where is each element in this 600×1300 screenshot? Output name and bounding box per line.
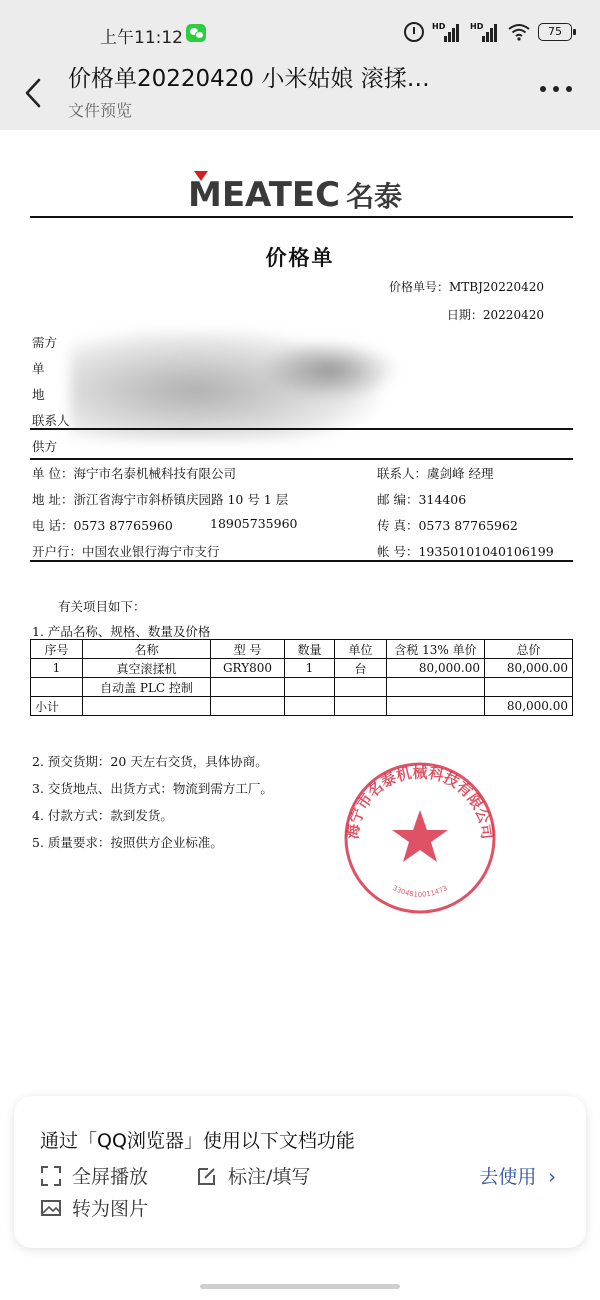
table-cell: 1 bbox=[31, 659, 83, 678]
supplier-rule bbox=[30, 458, 573, 460]
edit-icon bbox=[196, 1165, 218, 1187]
table-cell: 台 bbox=[335, 659, 387, 678]
table-cell bbox=[285, 697, 335, 716]
buyer-contact-label: 联系人 bbox=[32, 413, 70, 428]
buyer-label: 需方 bbox=[32, 335, 58, 350]
doc-title: 价格单 bbox=[265, 245, 335, 270]
table-cell bbox=[31, 678, 83, 697]
price-table bbox=[30, 639, 573, 716]
table-header: 数量 bbox=[285, 640, 335, 659]
table-cell bbox=[335, 697, 387, 716]
table-header: 序号 bbox=[31, 640, 83, 659]
qq-browser-prompt bbox=[14, 1096, 586, 1248]
supplier-contact: 联系人：虞剑峰 经理 bbox=[377, 466, 494, 481]
table-header: 型 号 bbox=[211, 640, 285, 659]
buyer-rule bbox=[30, 428, 573, 430]
supplier-postcode: 邮 编：314406 bbox=[377, 492, 467, 507]
logo-cn-text: 名泰 bbox=[346, 180, 403, 213]
app-header bbox=[0, 58, 600, 130]
header-rule bbox=[30, 216, 573, 218]
table-row-subtotal bbox=[31, 697, 573, 716]
table-row bbox=[31, 659, 573, 678]
table-header: 名称 bbox=[83, 640, 211, 659]
company-logo bbox=[188, 175, 402, 215]
go-use-label: 去使用 bbox=[479, 1166, 537, 1188]
annotate-option[interactable] bbox=[196, 1162, 310, 1189]
file-subtitle: 文件预览 bbox=[68, 101, 133, 120]
supplier-address: 地 址：浙江省海宁市斜桥镇庆园路 10 号 1 层 bbox=[32, 492, 289, 507]
table-cell bbox=[285, 678, 335, 697]
fullscreen-label: 全屏播放 bbox=[72, 1166, 149, 1188]
term-delivery-place: 3. 交货地点、出货方式：物流到需方工厂。 bbox=[32, 781, 273, 796]
supplier-fax: 传 真：0573 87765962 bbox=[377, 518, 518, 533]
supplier-phone: 电 话：0573 87765960 bbox=[32, 518, 173, 533]
more-options-icon[interactable] bbox=[540, 86, 572, 94]
table-cell bbox=[211, 678, 285, 697]
wifi-icon bbox=[508, 23, 530, 41]
table-cell: 1 bbox=[285, 659, 335, 678]
supplier-bank: 开户行：中国农业银行海宁市支行 bbox=[32, 544, 220, 559]
items-intro: 有关项目如下： bbox=[58, 599, 146, 614]
table-cell: 真空滚揉机 bbox=[83, 659, 211, 678]
table-cell: 小计 bbox=[31, 697, 83, 716]
svg-text:3304810011473 bbox=[391, 884, 449, 899]
table-cell: 80,000.00 bbox=[485, 659, 573, 678]
fullscreen-option[interactable] bbox=[40, 1162, 148, 1189]
table-cell bbox=[335, 678, 387, 697]
buyer-address-label: 地 bbox=[32, 387, 45, 402]
table-header: 总价 bbox=[485, 640, 573, 659]
back-arrow-icon[interactable] bbox=[22, 76, 46, 110]
status-time: 上午11:12 bbox=[100, 28, 183, 48]
table-header: 含税 13% 单价 bbox=[387, 640, 485, 659]
table-cell bbox=[211, 697, 285, 716]
fullscreen-icon bbox=[40, 1165, 62, 1187]
table-cell bbox=[485, 678, 573, 697]
item-section-title: 1. 产品名称、规格、数量及价格 bbox=[32, 624, 211, 639]
table-cell: 80,000.00 bbox=[387, 659, 485, 678]
supplier-label: 供方 bbox=[32, 439, 58, 454]
supplier-mobile: 18905735960 bbox=[210, 516, 298, 531]
company-seal bbox=[340, 758, 500, 918]
signal-icon: HD bbox=[470, 22, 500, 42]
prompt-title: 通过「QQ浏览器」使用以下文档功能 bbox=[40, 1130, 355, 1152]
table-header: 单位 bbox=[335, 640, 387, 659]
table-cell: GRY800 bbox=[211, 659, 285, 678]
supplier-unit: 单 位：海宁市名泰机械科技有限公司 bbox=[32, 466, 236, 481]
to-image-option[interactable] bbox=[40, 1194, 148, 1221]
table-cell bbox=[387, 697, 485, 716]
seal-code: 3304810011473 bbox=[391, 884, 449, 899]
order-number: 价格单号：MTBJ20220420 bbox=[389, 280, 544, 294]
order-date: 日期：20220420 bbox=[446, 308, 544, 322]
status-bar bbox=[0, 0, 600, 58]
redacted-blur bbox=[260, 340, 400, 400]
logo-triangle bbox=[194, 171, 208, 181]
annotate-label: 标注/填写 bbox=[228, 1166, 311, 1188]
term-delivery-time: 2. 预交货期：20 天左右交货，具体协商。 bbox=[32, 754, 268, 769]
term-quality: 5. 质量要求：按照供方企业标准。 bbox=[32, 835, 223, 850]
to-image-label: 转为图片 bbox=[72, 1198, 149, 1220]
table-header-row bbox=[31, 640, 573, 659]
table-row bbox=[31, 678, 573, 697]
logo-text: MEATEC bbox=[188, 175, 341, 215]
seal-text: 海宁市名泰机械科技有限公司 bbox=[343, 763, 497, 841]
chevron-right-icon: › bbox=[548, 1166, 556, 1188]
supplier-bottom-rule bbox=[30, 560, 573, 562]
table-cell bbox=[83, 697, 211, 716]
battery-icon: 75 bbox=[538, 23, 572, 41]
table-cell: 自动盖 PLC 控制 bbox=[83, 678, 211, 697]
wechat-icon bbox=[186, 24, 206, 42]
table-cell: 80,000.00 bbox=[485, 697, 573, 716]
term-payment: 4. 付款方式：款到发货。 bbox=[32, 808, 173, 823]
go-use-button[interactable] bbox=[479, 1162, 556, 1189]
table-cell bbox=[387, 678, 485, 697]
supplier-account: 帐 号：19350101040106199 bbox=[377, 544, 554, 559]
image-icon bbox=[40, 1197, 62, 1219]
signal-icon: HD bbox=[432, 22, 462, 42]
buyer-unit-label: 单 bbox=[32, 361, 45, 376]
alarm-icon bbox=[404, 22, 424, 42]
home-indicator[interactable] bbox=[200, 1284, 400, 1289]
file-title: 价格单20220420 小米姑娘 滚揉… bbox=[68, 66, 430, 92]
